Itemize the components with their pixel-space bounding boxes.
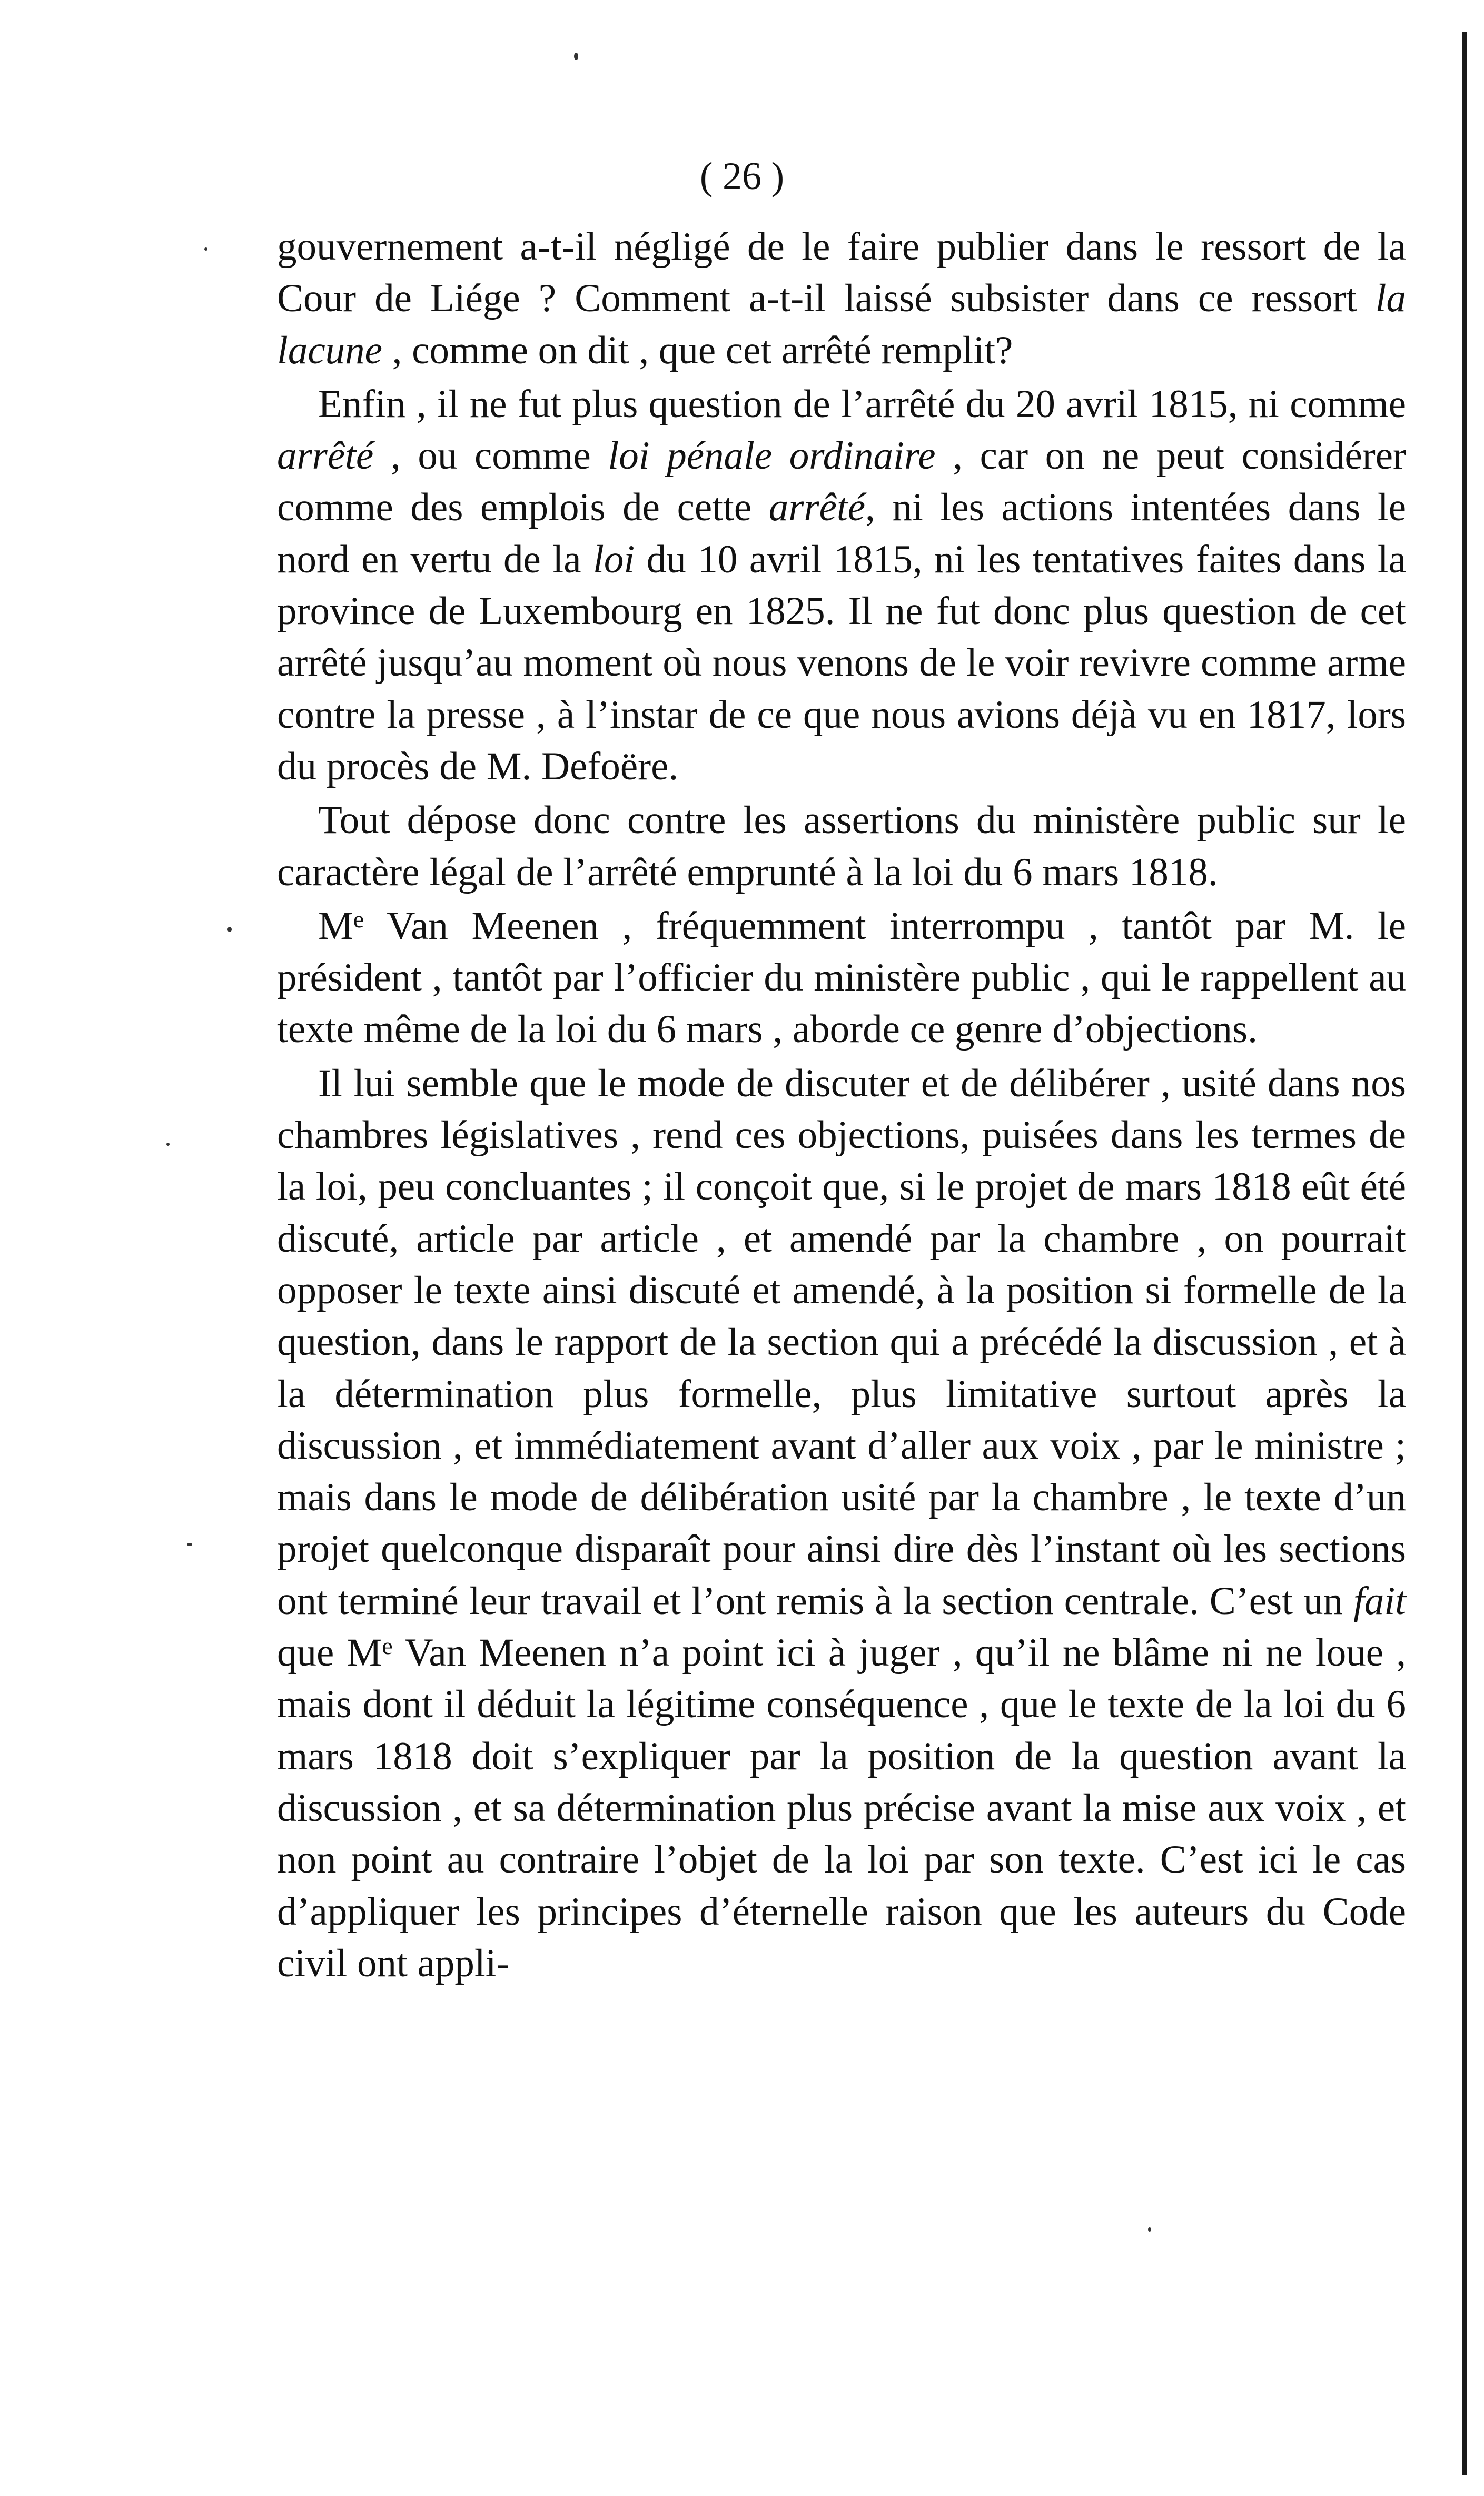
scan-speck — [227, 927, 232, 932]
paragraph — [277, 379, 1406, 793]
italic-text: loi pénale ordinaire — [608, 434, 936, 478]
text-run: , ou comme — [373, 434, 608, 478]
text-run: , ni les actions intentées dans le nord en vertu de la — [277, 486, 1406, 581]
text-run: Van Meenen , fréquemment interrompu , tantôt par M. le président , tantôt par l’officier du ministère public , qui le rappellent au texte même de la loi du 6 mars , aborde ce genre d’objections. — [277, 904, 1406, 1052]
text-run: , car on ne peut considérer comme des emplois de cette — [277, 434, 1406, 530]
superscript-text: e — [353, 905, 364, 933]
page-number: ( 26 ) — [699, 155, 785, 198]
binding-edge-line — [1462, 32, 1467, 2475]
text-run: Tout dépose donc contre les assertions du ministère public sur le caractère légal de l’arrêté emprunté à la loi du 6 mars 1818. — [277, 798, 1406, 894]
scan-speck — [166, 1143, 170, 1146]
scan-speck — [1148, 2227, 1151, 2232]
text-run: Il lui semble que le mode de discuter et de délibérer , usité dans nos chambres législatives , rend ces objections, puisées dans les termes de la loi, peu concluantes ; il conçoit que, si le projet de mars 1818 eût été discuté, article par article , et amendé par la chambre , on pourrait opposer le texte ainsi discuté et amendé, à la position si formelle de la question, dans le rapport de la section qui a précédé la discussion , et à la détermination plus formelle, plus limitative surtout après la discussion , et immédiatement avant d’aller aux voix , par le ministre ; mais dans le mode de délibération usité par la chambre , le texte d’un projet quelconque disparaît pour ainsi dire dès l’instant où les sections ont terminé leur travail et l’ont remis à la section centrale. C’est un — [277, 1061, 1406, 1623]
paragraph — [277, 795, 1406, 898]
text-run: gouvernement a-t-il négligé de le faire publier dans le ressort de la Cour de Liége ? Comment a-t-il laissé subsister dans ce ressort — [277, 225, 1406, 321]
scan-speck — [574, 53, 578, 60]
text-run: , comme on dit , que cet arrêté remplit? — [382, 328, 1013, 372]
scan-speck — [187, 1543, 192, 1546]
paragraph — [277, 1058, 1406, 1989]
italic-text: arrêté — [277, 434, 374, 478]
text-run: M — [318, 904, 353, 948]
italic-text: la lacune — [277, 276, 1406, 372]
text-run: Enfin , il ne fut plus question de l’arrêté du 20 avril 1815, ni comme — [318, 382, 1406, 426]
scan-speck — [204, 247, 207, 251]
italic-text: arrêté — [768, 486, 866, 530]
paragraph — [277, 221, 1406, 377]
italic-text: loi — [593, 537, 635, 581]
italic-text: fait — [1353, 1579, 1406, 1623]
body-text — [277, 221, 1406, 1989]
text-run: du 10 avril 1815, ni les tentatives faites dans la province de Luxembourg en 1825. Il ne fut donc plus question de cet arrêté jusqu’au moment où nous venons de le voir revivre comme arme contre la presse , à l’instar de ce que nous avions déjà vu en 1817, lors du procès de M. Defoëre. — [277, 537, 1407, 788]
text-run: Van Meenen n’a point ici à juger , qu’il ne blâme ni ne loue , mais dont il déduit la légitime conséquence , que le texte de la loi du 6 mars 1818 doit s’expliquer par la position de la question avant la discussion , et sa détermination plus précise avant la mise aux voix , et non point au contraire l’objet de la loi par son texte. C’est ici le cas d’appliquer les principes d’éternelle raison que les auteurs du Code civil ont appli- — [277, 1631, 1406, 1985]
text-run: que M — [277, 1631, 382, 1675]
superscript-text: e — [382, 1632, 393, 1660]
paragraph — [277, 900, 1406, 1056]
